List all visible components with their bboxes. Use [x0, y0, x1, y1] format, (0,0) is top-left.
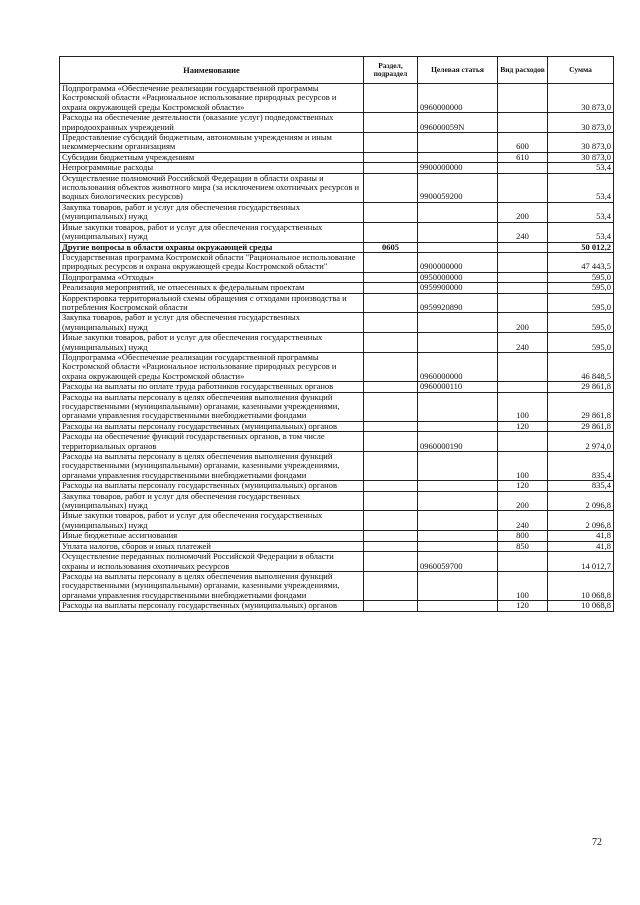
- row-amount: 41,8: [548, 531, 614, 541]
- row-amount: 595,0: [548, 313, 614, 333]
- row-expense-type: 200: [498, 202, 548, 222]
- row-expense-type: [498, 173, 548, 202]
- row-section: 0605: [364, 242, 418, 252]
- table-row: [60, 552, 614, 572]
- row-expense-type: 850: [498, 541, 548, 551]
- row-target-code: 0960059700: [418, 552, 498, 572]
- row-target-code: [418, 571, 498, 600]
- row-name: Расходы на выплаты персоналу государственных (муниципальных) органов: [60, 421, 364, 431]
- row-name: Осуществление переданных полномочий Российской Федерации в области охраны и использования охотничьих ресурсов: [60, 552, 364, 572]
- row-amount: 50 012,2: [548, 242, 614, 252]
- row-target-code: [418, 222, 498, 242]
- table-row: [60, 452, 614, 481]
- row-amount: 53,4: [548, 202, 614, 222]
- row-section: [364, 252, 418, 272]
- row-name: Осуществление полномочий Российской Федерации в области охраны и использования объектов животного мира (за исключением охотничьих ресурсов и водных биологических ресурсов): [60, 173, 364, 202]
- row-target-code: [418, 242, 498, 252]
- row-expense-type: 100: [498, 392, 548, 421]
- row-amount: 2 096,8: [548, 511, 614, 531]
- row-name: Расходы на выплаты персоналу государственных (муниципальных) органов: [60, 481, 364, 491]
- row-expense-type: [498, 293, 548, 313]
- row-name: Расходы на выплаты персоналу в целях обеспечения выполнения функций государственными (муниципальными) органами, казенными учреждениями, органами управления государственными внебюджетными фондами: [60, 392, 364, 421]
- table-row: [60, 163, 614, 173]
- row-expense-type: [498, 242, 548, 252]
- row-name: Государственная программа Костромской области "Рациональное использование природных ресурсов и охрана окружающей среды Костромской области": [60, 252, 364, 272]
- table-row: [60, 392, 614, 421]
- row-amount: 14 012,7: [548, 552, 614, 572]
- row-target-code: [418, 421, 498, 431]
- row-name: Расходы на обеспечение функций государственных органов, в том числе территориальных органов: [60, 432, 364, 452]
- row-name: Подпрограмма «Обеспечение реализации государственной программы Костромской области «Рациональное использование природных ресурсов и охрана окружающей среды Костромской области»: [60, 352, 364, 381]
- row-target-code: 9900000000: [418, 163, 498, 173]
- row-section: [364, 541, 418, 551]
- row-target-code: 0900000000: [418, 252, 498, 272]
- row-amount: 30 873,0: [548, 152, 614, 162]
- row-expense-type: 240: [498, 222, 548, 242]
- row-name: Иные бюджетные ассигнования: [60, 531, 364, 541]
- table-row: [60, 571, 614, 600]
- table-row: [60, 173, 614, 202]
- row-target-code: [418, 531, 498, 541]
- row-target-code: [418, 333, 498, 353]
- row-section: [364, 133, 418, 153]
- row-expense-type: 240: [498, 511, 548, 531]
- row-amount: 29 861,8: [548, 382, 614, 392]
- table-row: [60, 242, 614, 252]
- row-section: [364, 222, 418, 242]
- row-target-code: 0960000190: [418, 432, 498, 452]
- row-name: Расходы на выплаты персоналу в целях обеспечения выполнения функций государственными (муниципальными) органами, казенными учреждениями, органами управления государственными внебюджетными фондами: [60, 571, 364, 600]
- row-name: Расходы на выплаты по оплате труда работников государственных органов: [60, 382, 364, 392]
- header-amount: Сумма: [548, 57, 614, 84]
- table-row: [60, 313, 614, 333]
- row-amount: 835,4: [548, 452, 614, 481]
- header-type: Вид расходов: [498, 57, 548, 84]
- row-section: [364, 571, 418, 600]
- row-amount: 2 096,8: [548, 491, 614, 511]
- row-name: Расходы на обеспечение деятельности (оказание услуг) подведомственных природоохранных учреждений: [60, 113, 364, 133]
- row-expense-type: [498, 283, 548, 293]
- header-name: Наименование: [60, 57, 364, 84]
- table-row: [60, 293, 614, 313]
- row-target-code: [418, 601, 498, 611]
- table-row: [60, 152, 614, 162]
- row-amount: 595,0: [548, 293, 614, 313]
- row-section: [364, 313, 418, 333]
- row-name: Непрограммные расходы: [60, 163, 364, 173]
- row-expense-type: 600: [498, 133, 548, 153]
- row-amount: 10 068,8: [548, 571, 614, 600]
- table-row: [60, 202, 614, 222]
- row-amount: 30 873,0: [548, 133, 614, 153]
- row-name: Подпрограмма «Обеспечение реализации государственной программы Костромской области «Рациональное использование природных ресурсов и охрана окружающей среды Костромской области»: [60, 84, 364, 113]
- row-expense-type: 120: [498, 421, 548, 431]
- table-row: [60, 432, 614, 452]
- row-section: [364, 202, 418, 222]
- row-target-code: [418, 481, 498, 491]
- table-body: [60, 84, 614, 612]
- row-name: Корректировка территориальной схемы обращения с отходами производства и потребления Костромской области: [60, 293, 364, 313]
- row-name: Предоставление субсидий бюджетным, автономным учреждениям и иным некоммерческим организациям: [60, 133, 364, 153]
- row-section: [364, 333, 418, 353]
- table-row: [60, 113, 614, 133]
- row-expense-type: 100: [498, 452, 548, 481]
- row-expense-type: [498, 552, 548, 572]
- row-expense-type: [498, 352, 548, 381]
- row-expense-type: [498, 252, 548, 272]
- row-target-code: 0959920890: [418, 293, 498, 313]
- row-section: [364, 491, 418, 511]
- row-name: Иные закупки товаров, работ и услуг для обеспечения государственных (муниципальных) нужд: [60, 222, 364, 242]
- row-name: Закупка товаров, работ и услуг для обеспечения государственных (муниципальных) нужд: [60, 313, 364, 333]
- table-row: [60, 252, 614, 272]
- row-name: Расходы на выплаты персоналу в целях обеспечения выполнения функций государственными (муниципальными) органами, казенными учреждениями, органами управления государственными внебюджетными фондами: [60, 452, 364, 481]
- row-target-code: 0950000000: [418, 272, 498, 282]
- row-expense-type: 200: [498, 491, 548, 511]
- row-expense-type: 800: [498, 531, 548, 541]
- row-target-code: [418, 491, 498, 511]
- row-amount: 53,4: [548, 163, 614, 173]
- table-header: [60, 57, 614, 84]
- row-name: Расходы на выплаты персоналу государственных (муниципальных) органов: [60, 601, 364, 611]
- table-row: [60, 283, 614, 293]
- row-expense-type: [498, 84, 548, 113]
- row-amount: 46 848,5: [548, 352, 614, 381]
- row-target-code: [418, 202, 498, 222]
- row-section: [364, 421, 418, 431]
- row-expense-type: 610: [498, 152, 548, 162]
- table-row: [60, 481, 614, 491]
- row-section: [364, 531, 418, 541]
- row-section: [364, 163, 418, 173]
- row-expense-type: [498, 163, 548, 173]
- row-amount: 47 443,5: [548, 252, 614, 272]
- row-target-code: [418, 392, 498, 421]
- row-amount: 835,4: [548, 481, 614, 491]
- row-section: [364, 511, 418, 531]
- table-row: [60, 382, 614, 392]
- row-target-code: 9900059200: [418, 173, 498, 202]
- row-expense-type: [498, 272, 548, 282]
- row-name: Иные закупки товаров, работ и услуг для обеспечения государственных (муниципальных) нужд: [60, 511, 364, 531]
- row-section: [364, 113, 418, 133]
- row-target-code: [418, 511, 498, 531]
- row-amount: 2 974,0: [548, 432, 614, 452]
- budget-table: [59, 56, 614, 612]
- row-name: Уплата налогов, сборов и иных платежей: [60, 541, 364, 551]
- row-section: [364, 392, 418, 421]
- row-section: [364, 272, 418, 282]
- row-expense-type: [498, 382, 548, 392]
- row-amount: 595,0: [548, 333, 614, 353]
- row-name: Реализация мероприятий, не отнесенных к федеральным проектам: [60, 283, 364, 293]
- row-amount: 53,4: [548, 173, 614, 202]
- row-name: Иные закупки товаров, работ и услуг для обеспечения государственных (муниципальных) нужд: [60, 333, 364, 353]
- row-name: Подпрограмма «Отходы»: [60, 272, 364, 282]
- table-row: [60, 541, 614, 551]
- row-target-code: [418, 452, 498, 481]
- row-target-code: [418, 133, 498, 153]
- row-expense-type: [498, 432, 548, 452]
- row-target-code: 0959900000: [418, 283, 498, 293]
- row-expense-type: 200: [498, 313, 548, 333]
- row-target-code: [418, 541, 498, 551]
- table-row: [60, 352, 614, 381]
- row-amount: 30 873,0: [548, 84, 614, 113]
- row-target-code: 0960000000: [418, 352, 498, 381]
- row-target-code: 0960000110: [418, 382, 498, 392]
- table-row: [60, 333, 614, 353]
- row-section: [364, 173, 418, 202]
- table-row: [60, 491, 614, 511]
- row-expense-type: [498, 113, 548, 133]
- row-amount: 595,0: [548, 272, 614, 282]
- row-section: [364, 452, 418, 481]
- row-section: [364, 84, 418, 113]
- row-section: [364, 481, 418, 491]
- table-row: [60, 84, 614, 113]
- row-expense-type: 120: [498, 601, 548, 611]
- row-target-code: 0960000000: [418, 84, 498, 113]
- row-name: Закупка товаров, работ и услуг для обеспечения государственных (муниципальных) нужд: [60, 491, 364, 511]
- row-section: [364, 293, 418, 313]
- row-section: [364, 432, 418, 452]
- table-row: [60, 222, 614, 242]
- row-expense-type: 240: [498, 333, 548, 353]
- page-number: 72: [592, 837, 602, 848]
- row-amount: 10 068,8: [548, 601, 614, 611]
- row-section: [364, 283, 418, 293]
- header-section: Раздел, подраздел: [364, 57, 418, 84]
- table-row: [60, 511, 614, 531]
- row-expense-type: 100: [498, 571, 548, 600]
- row-section: [364, 152, 418, 162]
- header-target: Целевая статья: [418, 57, 498, 84]
- row-amount: 29 861,8: [548, 392, 614, 421]
- row-amount: 41,8: [548, 541, 614, 551]
- table-row: [60, 272, 614, 282]
- row-section: [364, 382, 418, 392]
- row-name: Субсидии бюджетным учреждениям: [60, 152, 364, 162]
- row-amount: 30 873,0: [548, 113, 614, 133]
- row-amount: 29 861,8: [548, 421, 614, 431]
- row-name: Закупка товаров, работ и услуг для обеспечения государственных (муниципальных) нужд: [60, 202, 364, 222]
- row-amount: 595,0: [548, 283, 614, 293]
- row-expense-type: 120: [498, 481, 548, 491]
- row-section: [364, 601, 418, 611]
- row-target-code: [418, 152, 498, 162]
- row-target-code: [418, 313, 498, 333]
- row-section: [364, 352, 418, 381]
- row-amount: 53,4: [548, 222, 614, 242]
- row-name: Другие вопросы в области охраны окружающей среды: [60, 242, 364, 252]
- table-row: [60, 601, 614, 611]
- table-row: [60, 531, 614, 541]
- table-row: [60, 133, 614, 153]
- row-section: [364, 552, 418, 572]
- table-row: [60, 421, 614, 431]
- row-target-code: 096000059N: [418, 113, 498, 133]
